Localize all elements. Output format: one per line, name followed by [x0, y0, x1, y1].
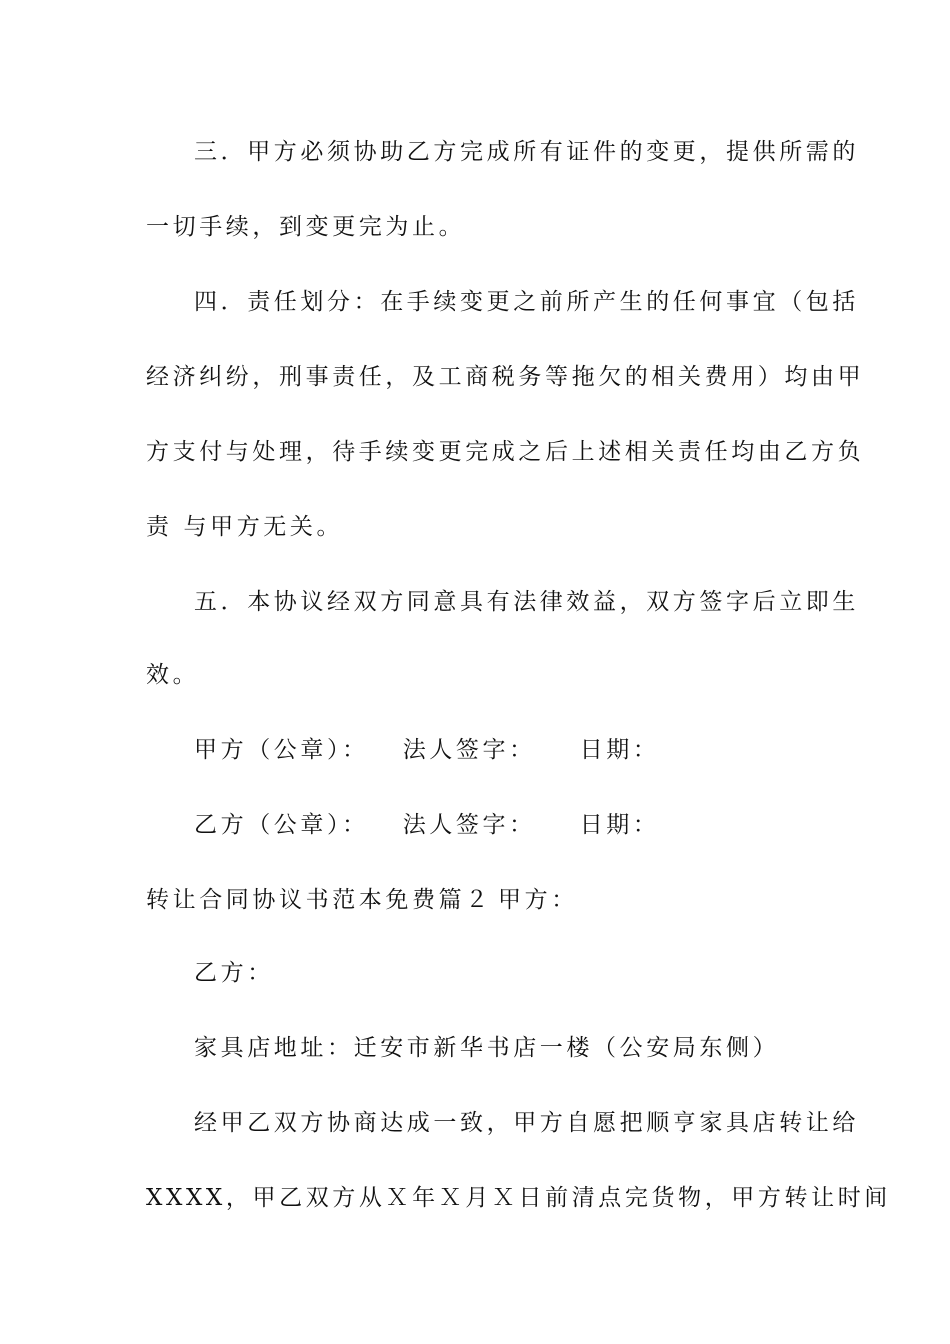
- party-b-legal-rep-label: 法人签字：: [402, 812, 536, 838]
- section-2-heading-row: [146, 885, 806, 915]
- party-a-seal-label: 甲方（公章）：: [194, 737, 369, 763]
- signature-row-party-a: [146, 735, 806, 765]
- section-2-party-a-label: 甲方：: [498, 887, 578, 913]
- clause-4-line-4: 责 与甲方无关。: [146, 514, 344, 540]
- section-2-address: 家具店地址：迁安市新华书店一楼（公安局东侧）: [194, 1035, 780, 1061]
- signature-row-party-b: [146, 810, 806, 840]
- party-a-date-label: 日期：: [579, 737, 660, 763]
- section-2-heading: 转让合同协议书范本免费篇２: [146, 887, 492, 913]
- party-b-date-label: 日期：: [579, 812, 660, 838]
- clause-4-line-2: 经济纠纷，刑事责任，及工商税务等拖欠的相关费用）均由甲: [146, 364, 865, 390]
- section-2-party-b-label: 乙方：: [194, 960, 274, 986]
- clause-4-line-1: 四．责任划分：在手续变更之前所产生的任何事宜（包括: [194, 289, 859, 315]
- section-2-body-line-2: XXXX，甲乙双方从Ｘ年Ｘ月Ｘ日前清点完货物，甲方转让时间: [146, 1185, 891, 1211]
- clause-5-line-2: 效。: [146, 662, 200, 688]
- party-a-legal-rep-label: 法人签字：: [402, 737, 536, 763]
- clause-5-line-1: 五．本协议经双方同意具有法律效益，双方签字后立即生: [194, 589, 859, 615]
- party-b-seal-label: 乙方（公章）：: [194, 812, 369, 838]
- clause-4-line-3: 方支付与处理，待手续变更完成之后上述相关责任均由乙方负: [146, 439, 865, 465]
- clause-3-line-1: 三．甲方必须协助乙方完成所有证件的变更，提供所需的: [194, 139, 859, 165]
- clause-3-line-2: 一切手续，到变更完为止。: [146, 214, 466, 240]
- section-2-body-line-1: 经甲乙双方协商达成一致，甲方自愿把顺亨家具店转让给: [194, 1110, 859, 1136]
